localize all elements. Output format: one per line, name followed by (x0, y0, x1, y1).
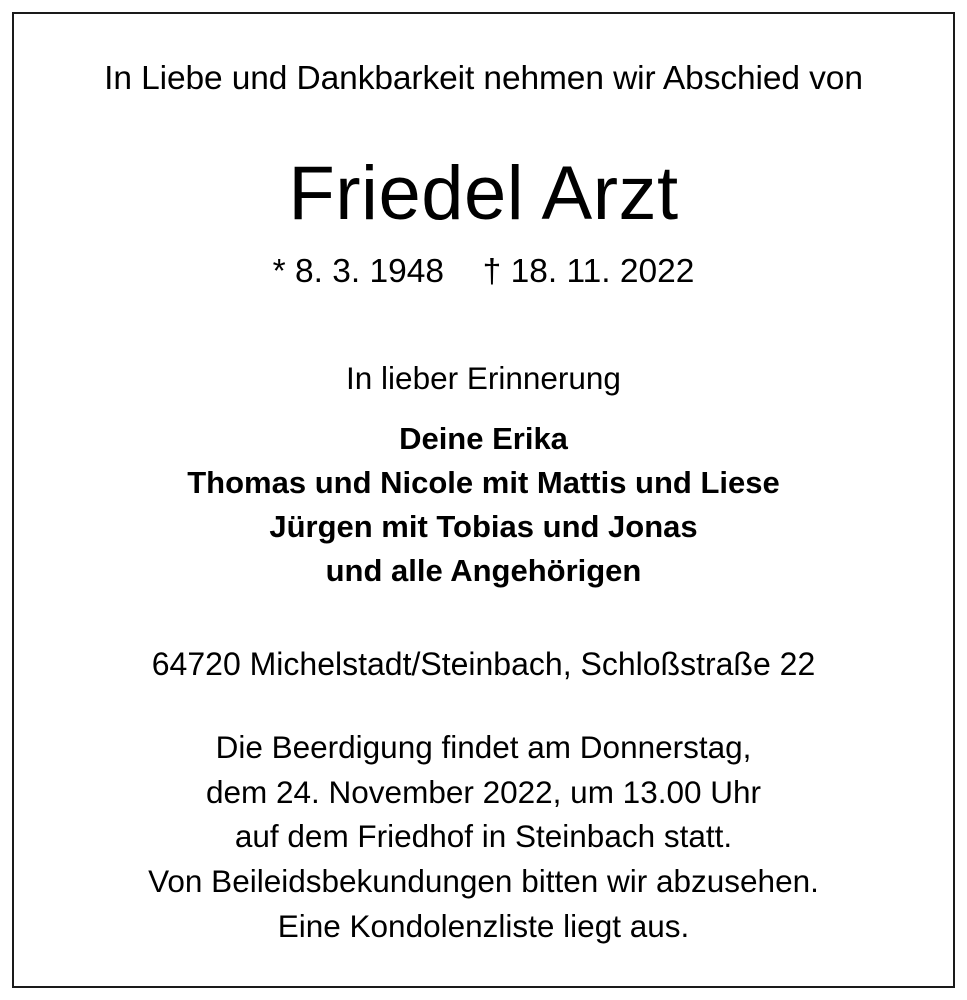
funeral-line: Eine Kondolenzliste liegt aus. (277, 907, 690, 944)
address-line: 64720 Michelstadt/Steinbach, Schloßstraße 22 (151, 645, 816, 682)
life-dates (54, 254, 913, 291)
family-line: Deine Erika (399, 420, 568, 456)
funeral-line: dem 24. November 2022, um 13.00 Uhr (205, 773, 762, 810)
funeral-line: auf dem Friedhof in Steinbach statt. (234, 818, 733, 855)
intro-line: In Liebe und Dankbarkeit nehmen wir Abschied von (104, 60, 863, 97)
deceased-name: Friedel Arzt (288, 150, 679, 236)
birth-date: 8. 3. 1948 (294, 252, 444, 290)
death-date: 18. 11. 2022 (510, 252, 695, 290)
funeral-line: Von Beileidsbekundungen bitten wir abzusehen. (148, 863, 819, 900)
family-line: Jürgen mit Tobias und Jonas (269, 508, 698, 544)
death-symbol-icon: † (482, 252, 502, 290)
notice-content (8, 8, 959, 992)
birth-symbol-icon: * (272, 252, 286, 290)
family-block (54, 417, 913, 593)
funeral-line: Die Beerdigung findet am Donnerstag, (215, 729, 752, 766)
name-block (54, 150, 913, 291)
funeral-details (54, 725, 913, 949)
family-line: Thomas und Nicole mit Mattis und Liese (187, 464, 780, 500)
memory-line: In lieber Erinnerung (346, 360, 621, 397)
family-line: und alle Angehörigen (325, 552, 642, 588)
